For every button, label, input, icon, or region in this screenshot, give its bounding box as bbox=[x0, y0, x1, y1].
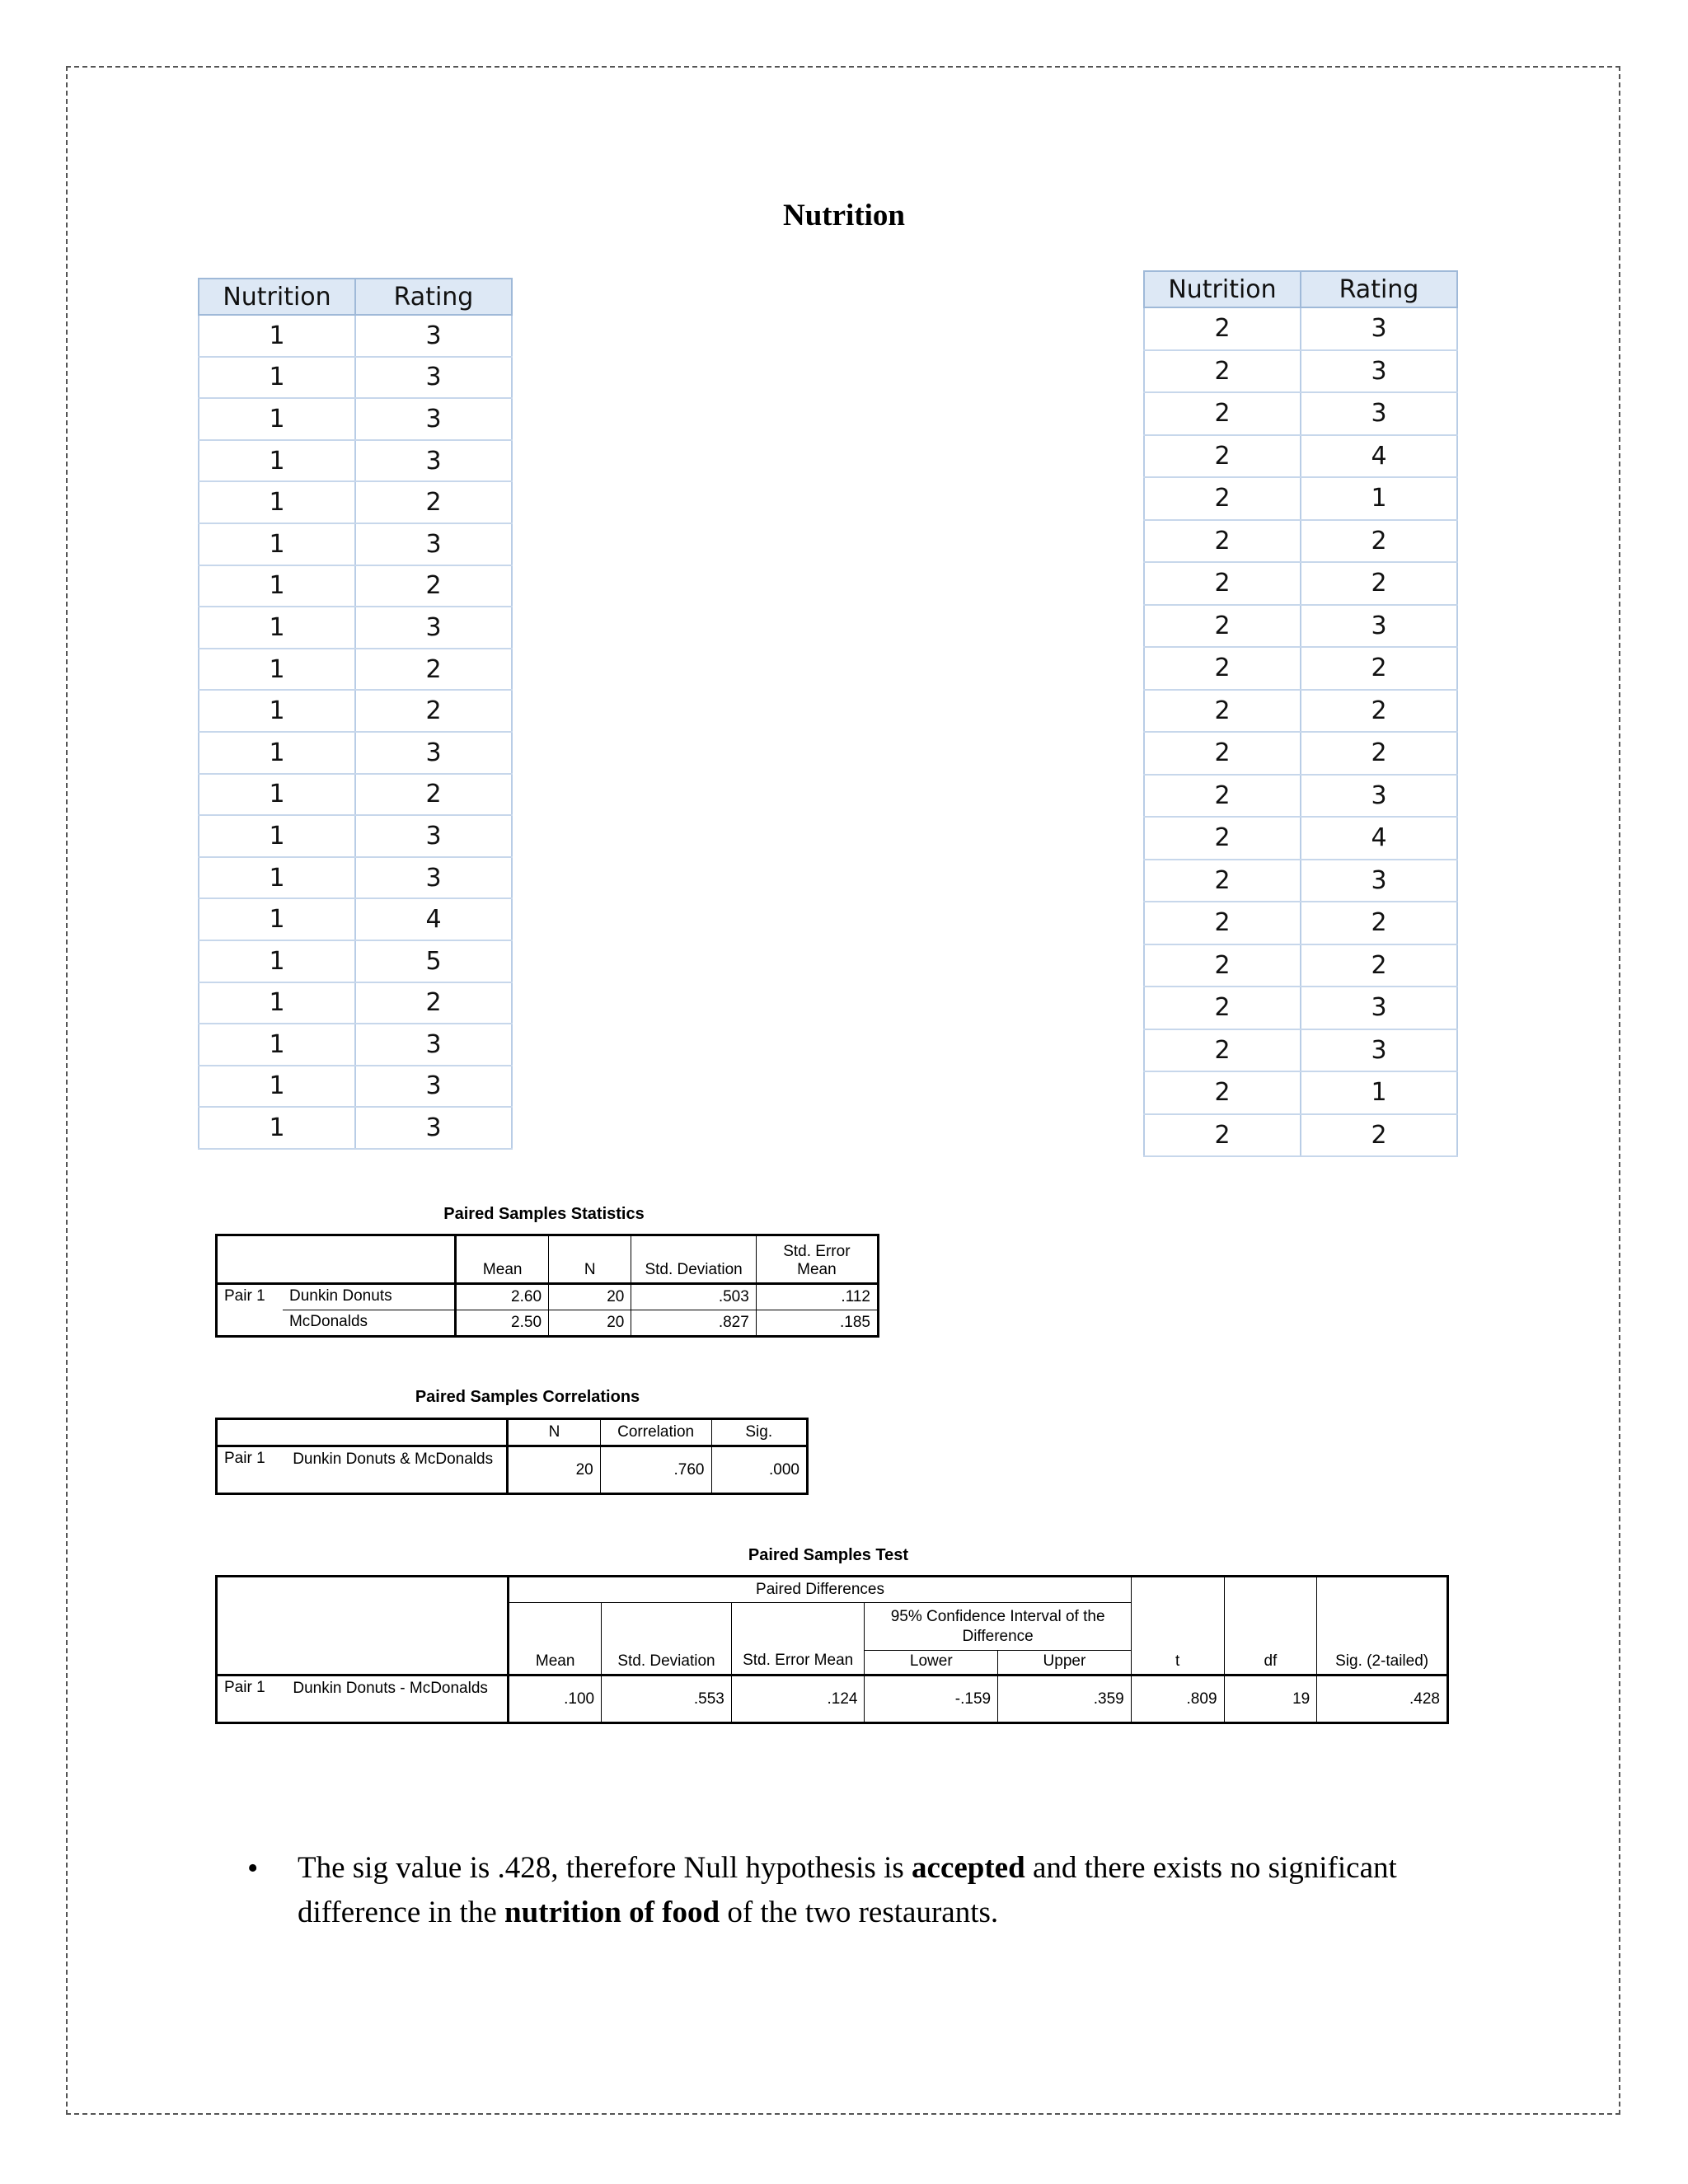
cell-nutrition[interactable]: 2 bbox=[1144, 307, 1301, 350]
cell-rating[interactable]: 2 bbox=[1301, 944, 1457, 987]
cell-nutrition[interactable]: 2 bbox=[1144, 520, 1301, 563]
cell-nutrition[interactable]: 1 bbox=[199, 982, 355, 1024]
cell-nutrition[interactable]: 2 bbox=[1144, 1029, 1301, 1072]
cell-rating[interactable]: 2 bbox=[1301, 520, 1457, 563]
cell-nutrition[interactable]: 1 bbox=[199, 649, 355, 691]
test-ci-header: 95% Confidence Interval of the Difference bbox=[865, 1603, 1131, 1651]
test-header-se: Std. Error Mean bbox=[731, 1603, 865, 1675]
cell-nutrition[interactable]: 1 bbox=[199, 690, 355, 732]
grid-row bbox=[1144, 477, 1457, 520]
grid-header-rating[interactable]: Rating bbox=[1301, 271, 1457, 307]
cell-rating[interactable]: 2 bbox=[355, 690, 512, 732]
cell-nutrition[interactable]: 2 bbox=[1144, 350, 1301, 393]
cell-rating[interactable]: 1 bbox=[1301, 1071, 1457, 1114]
corr-header-sig: Sig. bbox=[711, 1419, 808, 1446]
test-group-header: Paired Differences bbox=[509, 1577, 1131, 1603]
stats-title: Paired Samples Statistics bbox=[443, 1205, 645, 1223]
grid-row bbox=[199, 315, 512, 357]
cell-rating[interactable]: 3 bbox=[1301, 605, 1457, 648]
cell-rating[interactable]: 3 bbox=[355, 1066, 512, 1108]
cell-nutrition[interactable]: 2 bbox=[1144, 732, 1301, 775]
corr-header-correlation: Correlation bbox=[600, 1419, 711, 1446]
corr-title: Paired Samples Correlations bbox=[415, 1388, 640, 1406]
test-cell-t: .809 bbox=[1131, 1675, 1224, 1723]
cell-nutrition[interactable]: 2 bbox=[1144, 817, 1301, 860]
grid-header-rating[interactable]: Rating bbox=[355, 279, 512, 315]
grid-row bbox=[199, 857, 512, 899]
page-title: Nutrition bbox=[783, 199, 905, 232]
cell-nutrition[interactable]: 2 bbox=[1144, 944, 1301, 987]
test-header-lower: Lower bbox=[865, 1651, 998, 1675]
stats-header-sd: Std. Deviation bbox=[631, 1235, 756, 1284]
grid-row bbox=[199, 357, 512, 399]
stats-cell-mean: 2.60 bbox=[456, 1284, 549, 1310]
grid-row bbox=[199, 690, 512, 732]
test-cell-df: 19 bbox=[1224, 1675, 1317, 1723]
stats-cell-se: .112 bbox=[756, 1284, 878, 1310]
cell-nutrition[interactable]: 2 bbox=[1144, 435, 1301, 478]
cell-rating[interactable]: 2 bbox=[1301, 690, 1457, 733]
corr-pair-label: Pair 1 bbox=[217, 1446, 287, 1494]
cell-rating[interactable]: 3 bbox=[355, 357, 512, 399]
cell-nutrition[interactable]: 1 bbox=[199, 481, 355, 523]
test-corner bbox=[217, 1577, 509, 1675]
corr-header-n: N bbox=[508, 1419, 600, 1446]
grid-row bbox=[199, 1024, 512, 1066]
cell-rating[interactable]: 5 bbox=[355, 940, 512, 982]
conclusion-emphasis: accepted bbox=[912, 1851, 1025, 1885]
cell-nutrition[interactable]: 1 bbox=[199, 898, 355, 940]
test-cell-lower: -.159 bbox=[865, 1675, 998, 1723]
left-data-grid bbox=[198, 278, 513, 1150]
cell-nutrition[interactable]: 1 bbox=[199, 1024, 355, 1066]
grid-row bbox=[1144, 817, 1457, 860]
grid-row bbox=[199, 774, 512, 816]
cell-rating[interactable]: 3 bbox=[1301, 987, 1457, 1029]
cell-rating[interactable]: 2 bbox=[355, 982, 512, 1024]
grid-header-nutrition[interactable]: Nutrition bbox=[1144, 271, 1301, 307]
stats-header-n: N bbox=[549, 1235, 631, 1284]
grid-row bbox=[1144, 562, 1457, 605]
cell-rating[interactable]: 2 bbox=[1301, 562, 1457, 605]
paired-test-table bbox=[215, 1575, 1449, 1724]
test-cell-upper: .359 bbox=[998, 1675, 1132, 1723]
test-title: Paired Samples Test bbox=[748, 1546, 909, 1564]
stats-row-name: McDonalds bbox=[283, 1310, 456, 1337]
grid-row bbox=[1144, 307, 1457, 350]
cell-rating[interactable]: 3 bbox=[355, 523, 512, 565]
cell-rating[interactable]: 1 bbox=[1301, 477, 1457, 520]
test-header-sig: Sig. (2-tailed) bbox=[1317, 1577, 1448, 1675]
cell-nutrition[interactable]: 2 bbox=[1144, 392, 1301, 435]
cell-nutrition[interactable]: 1 bbox=[199, 523, 355, 565]
cell-nutrition[interactable]: 2 bbox=[1144, 605, 1301, 648]
cell-rating[interactable]: 3 bbox=[355, 398, 512, 440]
grid-row bbox=[1144, 392, 1457, 435]
cell-nutrition[interactable]: 2 bbox=[1144, 775, 1301, 818]
corr-row-name: Dunkin Donuts & McDonalds bbox=[286, 1446, 508, 1494]
cell-nutrition[interactable]: 2 bbox=[1144, 647, 1301, 690]
grid-row bbox=[199, 1066, 512, 1108]
test-cell-se: .124 bbox=[731, 1675, 865, 1723]
conclusion-text bbox=[298, 1846, 1451, 1935]
grid-header-nutrition[interactable]: Nutrition bbox=[199, 279, 355, 315]
left-grid-body bbox=[199, 315, 512, 1149]
cell-nutrition[interactable]: 1 bbox=[199, 774, 355, 816]
cell-nutrition[interactable]: 1 bbox=[199, 565, 355, 607]
cell-rating[interactable]: 4 bbox=[1301, 435, 1457, 478]
cell-nutrition[interactable]: 2 bbox=[1144, 690, 1301, 733]
cell-rating[interactable]: 3 bbox=[1301, 392, 1457, 435]
bullet-icon: • bbox=[247, 1851, 259, 1886]
grid-row bbox=[199, 898, 512, 940]
grid-row bbox=[199, 481, 512, 523]
grid-row bbox=[1144, 902, 1457, 944]
grid-row bbox=[1144, 1029, 1457, 1072]
test-cell-sd: .553 bbox=[602, 1675, 732, 1723]
grid-row bbox=[199, 649, 512, 691]
cell-rating[interactable]: 2 bbox=[355, 649, 512, 691]
grid-row bbox=[1144, 1114, 1457, 1157]
test-header-upper: Upper bbox=[998, 1651, 1132, 1675]
grid-row bbox=[1144, 605, 1457, 648]
cell-rating[interactable]: 4 bbox=[1301, 817, 1457, 860]
grid-row bbox=[1144, 944, 1457, 987]
cell-rating[interactable]: 2 bbox=[355, 565, 512, 607]
test-header-mean: Mean bbox=[509, 1603, 602, 1675]
test-cell-sig: .428 bbox=[1317, 1675, 1448, 1723]
conclusion-part: of the two restaurants. bbox=[720, 1896, 999, 1929]
cell-nutrition[interactable]: 1 bbox=[199, 357, 355, 399]
stats-cell-mean: 2.50 bbox=[456, 1310, 549, 1337]
grid-row bbox=[1144, 350, 1457, 393]
stats-corner bbox=[217, 1235, 456, 1284]
cell-rating[interactable]: 3 bbox=[1301, 775, 1457, 818]
cell-rating[interactable]: 2 bbox=[1301, 1114, 1457, 1157]
test-header-sd: Std. Deviation bbox=[602, 1603, 732, 1675]
cell-nutrition[interactable]: 1 bbox=[199, 440, 355, 482]
grid-row bbox=[199, 815, 512, 857]
cell-rating[interactable]: 3 bbox=[355, 440, 512, 482]
cell-nutrition[interactable]: 1 bbox=[199, 607, 355, 649]
stats-cell-sd: .827 bbox=[631, 1310, 756, 1337]
conclusion-emphasis: nutrition of food bbox=[504, 1896, 720, 1929]
test-cell-mean: .100 bbox=[509, 1675, 602, 1723]
cell-rating[interactable]: 3 bbox=[1301, 307, 1457, 350]
cell-rating[interactable]: 3 bbox=[355, 815, 512, 857]
corr-corner bbox=[217, 1419, 508, 1446]
test-row-name: Dunkin Donuts - McDonalds bbox=[286, 1675, 508, 1723]
corr-cell-n: 20 bbox=[508, 1446, 600, 1494]
cell-nutrition[interactable]: 1 bbox=[199, 940, 355, 982]
stats-cell-sd: .503 bbox=[631, 1284, 756, 1310]
cell-nutrition[interactable]: 1 bbox=[199, 857, 355, 899]
cell-rating[interactable]: 3 bbox=[355, 315, 512, 357]
cell-rating[interactable]: 3 bbox=[355, 732, 512, 774]
cell-nutrition[interactable]: 1 bbox=[199, 1107, 355, 1149]
cell-nutrition[interactable]: 1 bbox=[199, 398, 355, 440]
cell-rating[interactable]: 2 bbox=[1301, 647, 1457, 690]
test-header-df: df bbox=[1224, 1577, 1317, 1675]
cell-rating[interactable]: 3 bbox=[1301, 1029, 1457, 1072]
cell-rating[interactable]: 4 bbox=[355, 898, 512, 940]
cell-rating[interactable]: 2 bbox=[1301, 902, 1457, 944]
corr-cell-correlation: .760 bbox=[600, 1446, 711, 1494]
grid-row bbox=[199, 982, 512, 1024]
cell-nutrition[interactable]: 1 bbox=[199, 732, 355, 774]
cell-rating[interactable]: 3 bbox=[355, 1107, 512, 1149]
grid-row bbox=[199, 607, 512, 649]
grid-row bbox=[1144, 435, 1457, 478]
grid-row bbox=[199, 732, 512, 774]
grid-row bbox=[199, 440, 512, 482]
grid-row bbox=[199, 1107, 512, 1149]
grid-row bbox=[1144, 732, 1457, 775]
cell-nutrition[interactable]: 1 bbox=[199, 1066, 355, 1108]
stats-header-se: Std. Error Mean bbox=[756, 1235, 878, 1284]
stats-cell-se: .185 bbox=[756, 1310, 878, 1337]
cell-nutrition[interactable]: 2 bbox=[1144, 987, 1301, 1029]
conclusion-part: The sig value is .428, therefore Null hypothesis is bbox=[298, 1851, 912, 1885]
stats-row-name: Dunkin Donuts bbox=[283, 1284, 456, 1310]
cell-rating[interactable]: 3 bbox=[355, 857, 512, 899]
test-pair-label: Pair 1 bbox=[217, 1675, 287, 1723]
cell-rating[interactable]: 3 bbox=[1301, 350, 1457, 393]
cell-nutrition[interactable]: 2 bbox=[1144, 1071, 1301, 1114]
corr-cell-sig: .000 bbox=[711, 1446, 808, 1494]
stats-header-mean: Mean bbox=[456, 1235, 549, 1284]
paired-correlations-table bbox=[215, 1418, 809, 1495]
grid-row bbox=[1144, 647, 1457, 690]
grid-row bbox=[1144, 520, 1457, 563]
cell-nutrition[interactable]: 2 bbox=[1144, 860, 1301, 902]
paired-stats-table bbox=[215, 1234, 879, 1338]
cell-rating[interactable]: 2 bbox=[355, 774, 512, 816]
grid-row bbox=[199, 940, 512, 982]
stats-cell-n: 20 bbox=[549, 1284, 631, 1310]
grid-row bbox=[1144, 1071, 1457, 1114]
test-header-t: t bbox=[1131, 1577, 1224, 1675]
grid-row bbox=[1144, 860, 1457, 902]
cell-rating[interactable]: 3 bbox=[355, 607, 512, 649]
grid-row bbox=[1144, 690, 1457, 733]
cell-nutrition[interactable]: 1 bbox=[199, 315, 355, 357]
stats-pair-label: Pair 1 bbox=[217, 1284, 283, 1337]
cell-nutrition[interactable]: 1 bbox=[199, 815, 355, 857]
conclusion-part: and there exists no significant difference in the bbox=[298, 1851, 1397, 1929]
stats-cell-n: 20 bbox=[549, 1310, 631, 1337]
right-data-grid bbox=[1143, 270, 1458, 1157]
cell-nutrition[interactable]: 2 bbox=[1144, 562, 1301, 605]
cell-rating[interactable]: 3 bbox=[355, 1024, 512, 1066]
grid-row bbox=[199, 523, 512, 565]
cell-nutrition[interactable]: 2 bbox=[1144, 477, 1301, 520]
grid-row bbox=[199, 398, 512, 440]
right-grid-body bbox=[1144, 307, 1457, 1156]
cell-nutrition[interactable]: 2 bbox=[1144, 902, 1301, 944]
grid-row bbox=[1144, 987, 1457, 1029]
cell-rating[interactable]: 2 bbox=[1301, 732, 1457, 775]
cell-rating[interactable]: 3 bbox=[1301, 860, 1457, 902]
grid-row bbox=[199, 565, 512, 607]
cell-nutrition[interactable]: 2 bbox=[1144, 1114, 1301, 1157]
grid-row bbox=[1144, 775, 1457, 818]
cell-rating[interactable]: 2 bbox=[355, 481, 512, 523]
